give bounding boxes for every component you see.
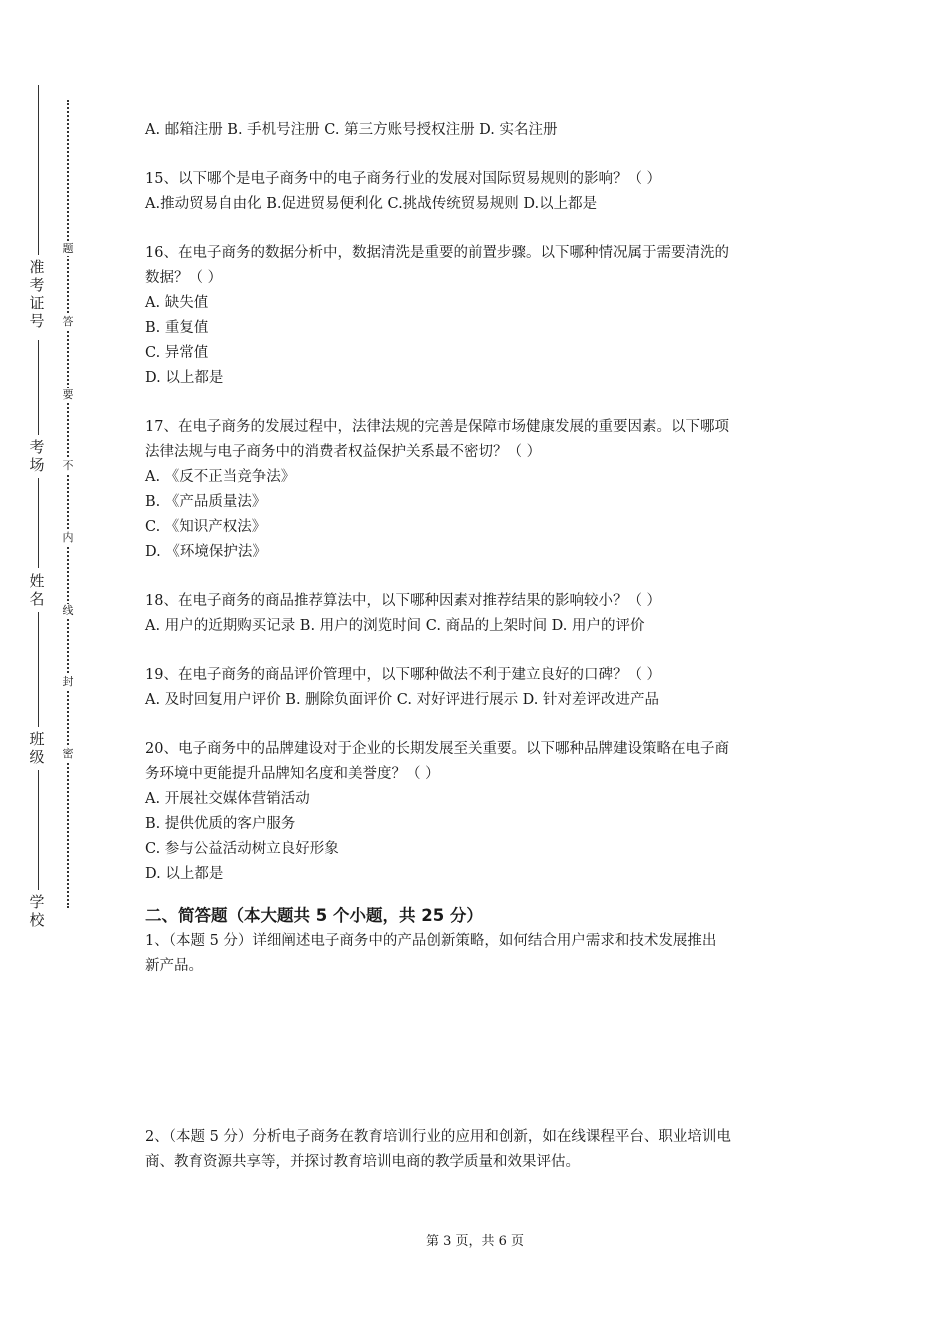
question-text: 1、（本题 5 分）详细阐述电子商务中的产品创新策略，如何结合用户需求和技术发展推出 xyxy=(145,933,717,949)
label-char: 场 xyxy=(29,456,45,474)
option-line[interactable]: A. 《反不正当竞争法》 xyxy=(145,469,296,485)
question xyxy=(145,241,815,391)
seal-dotted-line xyxy=(67,100,69,908)
essay-question-2 xyxy=(145,1125,815,1175)
label-char: 号 xyxy=(29,312,45,330)
option-line[interactable]: B. 《产品质量法》 xyxy=(145,494,267,510)
answer-space[interactable] xyxy=(145,979,815,1125)
question xyxy=(145,589,815,639)
seal-char: 题 xyxy=(60,242,76,256)
option-line[interactable]: A. 开展社交媒体营销活动 xyxy=(145,791,310,807)
option-line[interactable]: A. 用户的近期购买记录 B. 用户的浏览时间 C. 商品的上架时间 D. 用户的评价 xyxy=(145,618,645,634)
label-char: 考 xyxy=(29,438,45,456)
question-text: 数据？（ ） xyxy=(145,270,223,286)
question-text: 2、（本题 5 分）分析电子商务在教育培训行业的应用和创新，如在线课程平台、职业培训电 xyxy=(145,1129,731,1145)
option-line[interactable]: D. 以上都是 xyxy=(145,866,224,882)
option-line[interactable]: B. 重复值 xyxy=(145,320,209,336)
binding-line xyxy=(38,612,39,727)
seal-char: 答 xyxy=(60,315,76,329)
question-14-options xyxy=(145,118,815,143)
option-line[interactable]: A. 及时回复用户评价 B. 删除负面评价 C. 对好评进行展示 D. 针对差评改进产品 xyxy=(145,692,660,708)
option-line[interactable]: A. 缺失值 xyxy=(145,295,209,311)
question-list xyxy=(145,167,815,887)
question-text: 15、以下哪个是电子商务中的电子商务行业的发展对国际贸易规则的影响？（ ） xyxy=(145,171,662,187)
binding-line xyxy=(38,478,39,568)
binding-line xyxy=(38,340,39,435)
label-char: 准 xyxy=(29,258,45,276)
option-line[interactable]: C. 参与公益活动树立良好形象 xyxy=(145,841,339,857)
binding-line xyxy=(38,85,39,255)
binding-line xyxy=(38,770,39,890)
question-text: 16、在电子商务的数据分析中，数据清洗是重要的前置步骤。以下哪种情况属于需要清洗的 xyxy=(145,245,729,261)
question-text: 18、在电子商务的商品推荐算法中，以下哪种因素对推荐结果的影响较小？（ ） xyxy=(145,593,662,609)
seal-char: 封 xyxy=(60,675,76,689)
exam-room-label xyxy=(22,438,52,474)
question-text: 17、在电子商务的发展过程中，法律法规的完善是保障市场健康发展的重要因素。以下哪项 xyxy=(145,419,729,435)
option-line[interactable]: B. 提供优质的客户服务 xyxy=(145,816,296,832)
question-text: 20、电子商务中的品牌建设对于企业的长期发展至关重要。以下哪种品牌建设策略在电子商 xyxy=(145,741,729,757)
label-char: 学 xyxy=(29,893,45,911)
question xyxy=(145,167,815,217)
label-char: 名 xyxy=(29,590,45,608)
question xyxy=(145,663,815,713)
seal-char: 要 xyxy=(60,388,76,402)
question-text: 法律法规与电子商务中的消费者权益保护关系最不密切？（ ） xyxy=(145,444,542,460)
exam-number-label xyxy=(22,258,52,330)
option-line: A. 邮箱注册 B. 手机号注册 C. 第三方账号授权注册 D. 实名注册 xyxy=(145,122,558,138)
option-line[interactable]: A.推动贸易自由化 B.促进贸易便利化 C.挑战传统贸易规则 D.以上都是 xyxy=(145,196,598,212)
label-char: 姓 xyxy=(29,572,45,590)
question-text: 商、教育资源共享等，并探讨教育培训电商的教学质量和效果评估。 xyxy=(145,1154,580,1170)
essay-question-1 xyxy=(145,929,815,979)
seal-char: 密 xyxy=(60,747,76,761)
name-label xyxy=(22,572,52,608)
option-line[interactable]: D. 以上都是 xyxy=(145,370,224,386)
option-line[interactable]: C. 《知识产权法》 xyxy=(145,519,267,535)
label-char: 级 xyxy=(29,748,45,766)
seal-char: 不 xyxy=(60,459,76,473)
class-label xyxy=(22,730,52,766)
question xyxy=(145,415,815,565)
question xyxy=(145,737,815,887)
question-text: 新产品。 xyxy=(145,958,203,974)
option-line[interactable]: C. 异常值 xyxy=(145,345,209,361)
label-char: 班 xyxy=(29,730,45,748)
question-text: 19、在电子商务的商品评价管理中，以下哪种做法不利于建立良好的口碑？（ ） xyxy=(145,667,662,683)
seal-char: 线 xyxy=(60,604,76,618)
option-line[interactable]: D. 《环境保护法》 xyxy=(145,544,267,560)
section-title: 二、简答题（本大题共 5 个小题，共 25 分） xyxy=(145,906,483,925)
seal-char: 内 xyxy=(60,531,76,545)
label-char: 考 xyxy=(29,276,45,294)
exam-content xyxy=(145,118,815,1175)
label-char: 证 xyxy=(29,294,45,312)
page-footer: 第 3 页，共 6 页 xyxy=(425,1234,525,1249)
school-label xyxy=(22,893,52,929)
question-text: 务环境中更能提升品牌知名度和美誉度？（ ） xyxy=(145,766,440,782)
label-char: 校 xyxy=(29,911,45,929)
